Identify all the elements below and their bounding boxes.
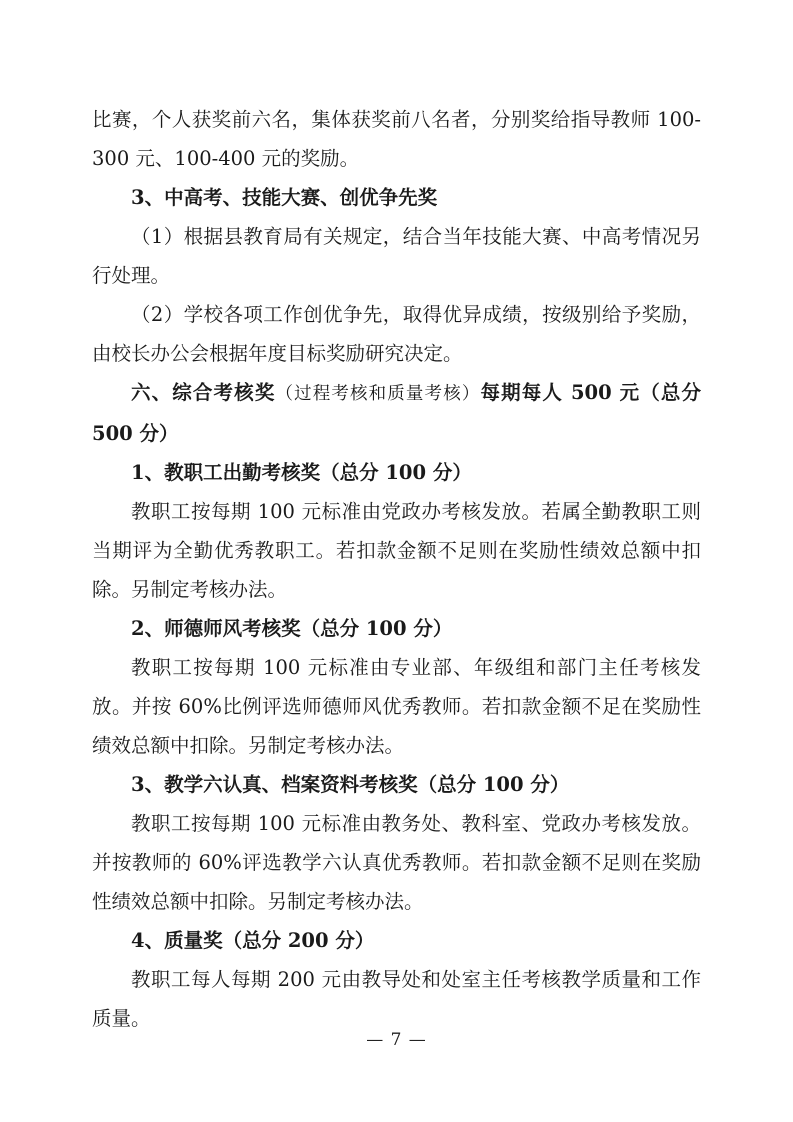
- paragraph-continuation: 比赛，个人获奖前六名，集体获奖前八名者，分别奖给指导教师 100-300 元、100-400 元的奖励。: [92, 108, 701, 170]
- paragraph-teaching-six-diligence-detail: 教职工按每期 100 元标准由教务处、教科室、党政办考核发放。并按教师的 60%评选教学六认真优秀教师。若扣款金额不足则在奖励性绩效总额中扣除。另制定考核办法。: [92, 812, 701, 913]
- paragraph-item-1: （1）根据县教育局有关规定，结合当年技能大赛、中高考情况另行处理。: [92, 225, 701, 287]
- heading-3-exam-skills-award: 3、中高考、技能大赛、创优争先奖: [131, 186, 438, 209]
- paragraph-ethics-detail: 教职工按每期 100 元标准由专业部、年级组和部门主任考核发放。并按 60%比例评选师德师风优秀教师。若扣款金额不足在奖励性绩效总额中扣除。另制定考核办法。: [92, 656, 701, 757]
- page-number: — 7 —: [366, 1030, 427, 1050]
- heading-4-quality-award: 4、质量奖（总分 200 分）: [131, 929, 375, 952]
- page-footer: [0, 1030, 793, 1050]
- heading-1-attendance-award: 1、教职工出勤考核奖（总分 100 分）: [131, 461, 472, 484]
- paragraph-quality-detail: 教职工每人每期 200 元由教导处和处室主任考核教学质量和工作质量。: [92, 968, 701, 1030]
- section-heading-lead: 六、综合考核奖: [131, 381, 276, 404]
- paragraph-attendance-detail: 教职工按每期 100 元标准由党政办考核发放。若属全勤教职工则当期评为全勤优秀教职工。若扣款金额不足则在奖励性绩效总额中扣除。另制定考核办法。: [92, 500, 701, 601]
- section-heading-tail: 每期每人 500 元（总分 500 分）: [92, 381, 701, 445]
- section-heading-six-comprehensive-assessment: [92, 373, 701, 453]
- document-body: [92, 100, 701, 1038]
- section-heading-note: （过程考核和质量考核）: [275, 384, 481, 404]
- heading-3-teaching-six-diligence-award: 3、教学六认真、档案资料考核奖（总分 100 分）: [131, 773, 570, 796]
- heading-2-ethics-award: 2、师德师风考核奖（总分 100 分）: [131, 617, 453, 640]
- paragraph-item-2: （2）学校各项工作创优争先，取得优异成绩，按级别给予奖励，由校长办公会根据年度目标奖励研究决定。: [92, 303, 701, 365]
